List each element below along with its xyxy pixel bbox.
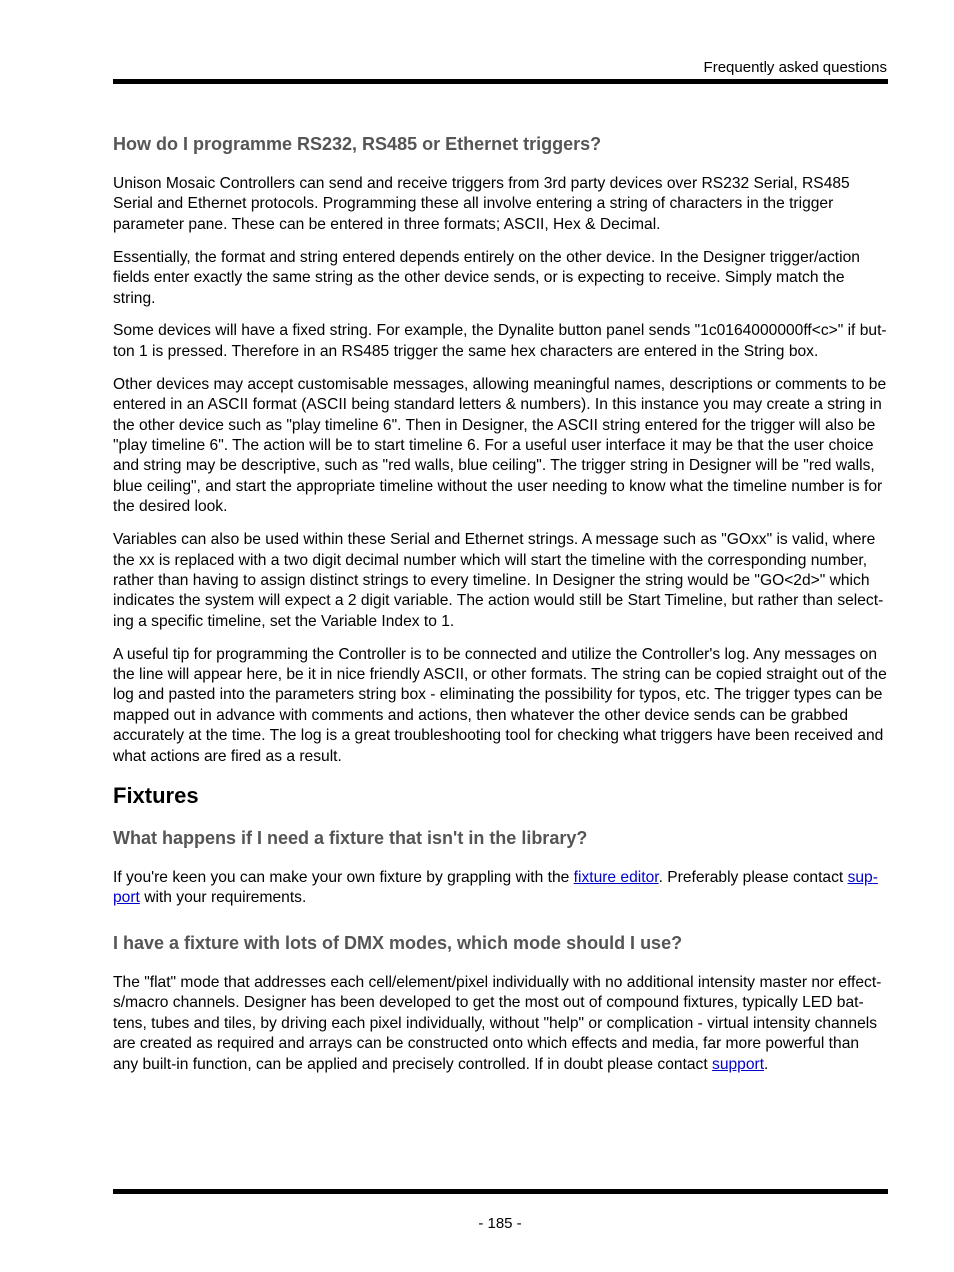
- header-title: Frequently asked questions: [703, 59, 887, 76]
- rs232-paragraph-2: Essentially, the format and string entered depends entirely on the other device. In the Designer trigger/action fields enter exactly the same string as the other device sends, or is expecting to receive. Simply match the string.: [113, 248, 860, 307]
- page-content: [113, 132, 888, 1087]
- support-link-2[interactable]: support: [712, 1055, 765, 1073]
- dmx-modes-question: I have a fixture with lots of DMX modes, which mode should I use?: [113, 932, 683, 953]
- rs232-heading: How do I programme RS232, RS485 or Ethernet triggers?: [113, 134, 602, 154]
- header-rule: [113, 79, 888, 84]
- fixtures-heading: Fixtures: [113, 783, 199, 809]
- rs232-paragraph-4: Other devices may accept customisable messages, allowing meaningful names, descriptions or comments to be entered in an ASCII format (ASCII being standard letters & numbers). In this instance you may create a string in the other device such as "play timeline 6". Then in Designer, the ASCII string entered for the trigger will also be "play timeline 6". The action will be to start timeline 6. For a useful user interface it may be that the user choice and string may be descriptive, such as "red walls, blue ceiling". The trigger string in Designer will be "red walls, blue ceiling", and start the appropriate timeline without the user needing to know what the timeline number is for the desired look.: [113, 375, 887, 516]
- fixture-library-text-c: with your requirements.: [139, 889, 307, 907]
- support-link[interactable]: support: [113, 869, 878, 907]
- fixture-library-text-a: If you're keen you can make your own fixture by grappling with the: [113, 869, 574, 887]
- rs232-paragraph-3: Some devices will have a fixed string. For example, the Dynalite button panel sends "1c0164000000ff<c>" if button 1 is pressed. Therefore in an RS485 trigger the same hex characters are entered in the String box.: [113, 322, 887, 360]
- fixture-library-answer: [113, 868, 888, 909]
- dmx-modes-text-b: .: [764, 1055, 769, 1073]
- footer-rule: [113, 1189, 888, 1194]
- dmx-modes-text-a: The "flat" mode that addresses each cell/element/pixel individually with no additional intensity master nor effects/macro channels. Designer has been developed to get the most out of compound fixtures, typically LED battens, tubes and tiles, by driving each pixel individually, without "help" or complication - virtual intensity channels are created as required and arrays can be constructed onto which effects and media, far more powerful than any built-in function, can be applied and precisely controlled. If in doubt please contact: [113, 973, 882, 1073]
- rs232-paragraph-1: Unison Mosaic Controllers can send and receive triggers from 3rd party devices over RS232 Serial, RS485 Serial and Ethernet protocols. Programming these all involve entering a string of characters in the trigger parameter pane. These can be entered in three formats; ASCII, Hex & Decimal.: [113, 175, 850, 233]
- fixture-library-text-b: . Preferably please contact: [658, 869, 848, 887]
- fixture-library-question: What happens if I need a fixture that isn't in the library?: [113, 828, 588, 849]
- rs232-paragraph-6: A useful tip for programming the Controller is to be connected and utilize the Controller's log. Any messages on the line will appear here, be it in nice friendly ASCII, or other formats. The string can be copied straight out of the log and pasted into the parameters string box - eliminating the possibility for typos, etc. The trigger types can be mapped out in advance with comments and actions, then whatever the other device sends can be grabbed accurately at the time. The log is a great troubleshooting tool for checking what triggers have been received and what actions are fired as a result.: [113, 645, 887, 765]
- fixture-editor-link[interactable]: fixture editor: [573, 869, 659, 887]
- page-number: - 185 -: [478, 1215, 522, 1232]
- rs232-paragraph-5: Variables can also be used within these Serial and Ethernet strings. A message such as "GOxx" is valid, where the xx is replaced with a two digit decimal number which will start the timeline with the corresponding number, rather than having to assign distinct strings to every timeline. In Designer the string would be "GO<2d>" which indicates the system will expect a 2 digit variable. The action would still be Start Timeline, but rather than selecting a specific timeline, set the Variable Index to 1.: [113, 531, 884, 630]
- dmx-modes-answer: [113, 973, 888, 1075]
